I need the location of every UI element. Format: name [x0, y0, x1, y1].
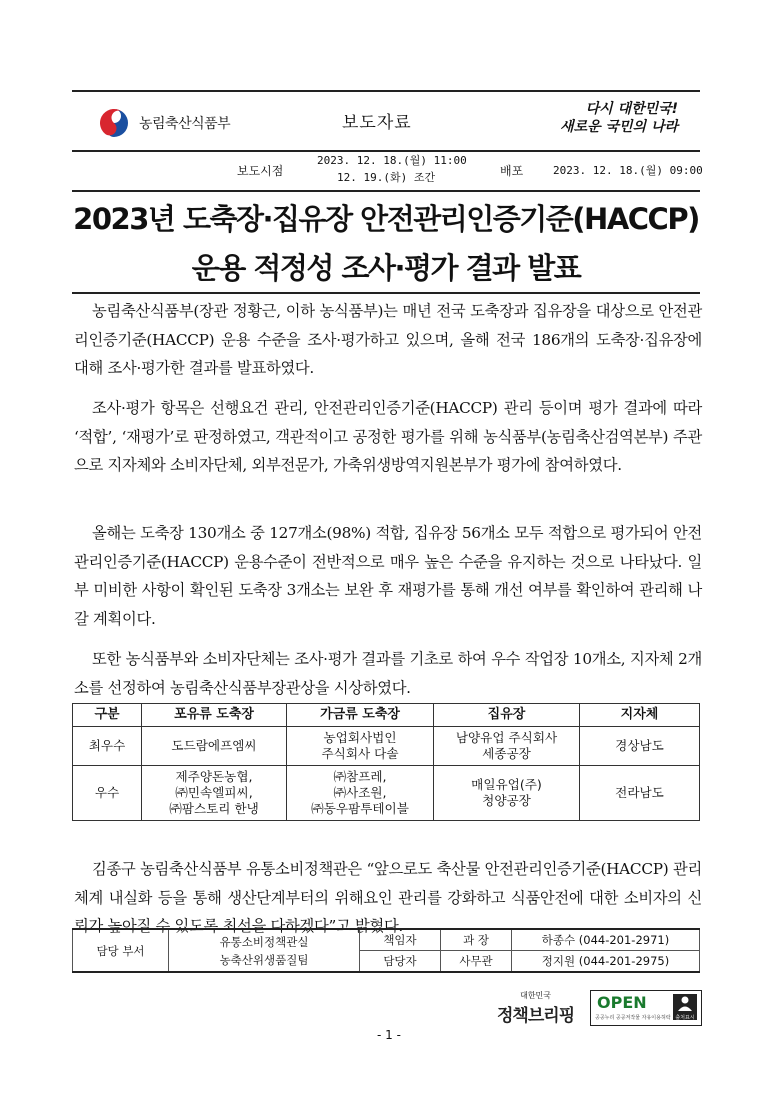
paragraph-5: 김종구 농림축산식품부 유통소비정책관은 “앞으로도 축산물 안전관리인증기준(HACCP) 관리 체계 내실화 등을 통해 생산단계부터의 위해요인 관리를 강화하고 식품안전에 대한 소비자의 신뢰가 높아질 수 있도록 최선을 다하겠다”고 밝혔다. [74, 860, 702, 936]
col-header: 가금류 도축장 [287, 704, 434, 727]
slogan [560, 100, 678, 136]
table-cell: 남양유업 주식회사 세종공장 [434, 727, 580, 766]
table-cell: 농업회사법인 주식회사 다솔 [287, 727, 434, 766]
role-responsible: 책임자 [360, 929, 441, 951]
attribution-badge-text: 출처표시 [675, 1015, 695, 1021]
attribution-badge-icon [673, 994, 697, 1020]
ministry-logo [97, 106, 230, 140]
taegeuk-emblem-icon [97, 106, 131, 140]
page-number: - 1 - [377, 1028, 401, 1042]
embargo-date-2: 12. 19.(화) 조간 [337, 171, 436, 184]
title-line-2: 운용 적정성 조사·평가 결과 발표 [191, 251, 581, 285]
table-cell: 경상남도 [580, 727, 700, 766]
header-bar [72, 90, 700, 152]
awards-table [72, 703, 700, 821]
paragraph-1: 농림축산식품부(장관 정황근, 이하 농식품부)는 매년 전국 도축장과 집유장을 대상으로 안전관리인증기준(HACCP) 운용 수준을 조사·평가하고 있으며, 올해 전국 186개의 도축장·집유장에 대해 조사·평가한 결과를 발표하였다. [74, 302, 702, 378]
paragraph-3: 올해는 도축장 130개소 중 127개소(98%) 적합, 집유장 56개소 모두 적합으로 평가되어 안전관리인증기준(HACCP) 운용수준이 전반적으로 매우 높은 수준을 유지하는 것으로 나타났다. 일부 미비한 사항이 확인된 도축장 3개소는 보완 후 재평가를 통해 개선 여부를 확인하여 관리해 나갈 계획이다. [74, 524, 702, 628]
col-header: 집유장 [434, 704, 580, 727]
distribution-date: 2023. 12. 18.(월) 09:00 [553, 164, 703, 177]
position-2: 사무관 [441, 951, 512, 973]
table-cell: ㈜참프레, ㈜사조원, ㈜동우팜투테이블 [287, 766, 434, 821]
table-cell: 우수 [73, 766, 142, 821]
dept-label: 담당 부서 [73, 929, 169, 972]
col-header: 지자체 [580, 704, 700, 727]
contact-row [73, 929, 700, 951]
distribution-label: 배포 [500, 164, 524, 178]
table-cell: 도드람에프엠씨 [142, 727, 287, 766]
doc-type-label: 보도자료 [342, 113, 412, 133]
embargo-date-1: 2023. 12. 18.(월) 11:00 [317, 154, 467, 167]
table-cell: 제주양돈농협, ㈜민속엘피씨, ㈜팜스토리 한냉 [142, 766, 287, 821]
table-row [73, 766, 700, 821]
ministry-name: 농림축산식품부 [139, 116, 231, 132]
col-header: 포유류 도축장 [142, 704, 287, 727]
briefing-small-text: 대한민국 [520, 991, 552, 1000]
table-cell: 전라남도 [580, 766, 700, 821]
table-cell: 매일유업(주) 청양공장 [434, 766, 580, 821]
paragraph-4: 또한 농식품부와 소비자단체는 조사·평가 결과를 기초로 하여 우수 작업장 10개소, 지자체 2개소를 선정하여 농림축산식품부장관상을 시상하였다. [74, 650, 702, 697]
contact-person-2: 정지원 (044-201-2975) [512, 951, 700, 973]
contact-person-1: 하종수 (044-201-2971) [512, 929, 700, 951]
open-text: OPEN [597, 993, 647, 1012]
title-line-1: 2023년 도축장·집유장 안전관리인증기준(HACCP) [73, 202, 699, 236]
dept-name-1: 유통소비정책관실 [219, 934, 309, 949]
slogan-line-1: 다시 대한민국! [585, 101, 678, 117]
col-header: 구분 [73, 704, 142, 727]
policy-briefing-logo [497, 990, 574, 1026]
awards-header-row [73, 704, 700, 727]
table-cell: 최우수 [73, 727, 142, 766]
contact-table [72, 928, 700, 973]
open-subtext: 공공누리 공공저작물 자유이용허락 [595, 1015, 671, 1021]
dept-names [169, 929, 360, 972]
kogl-open-logo [590, 990, 702, 1026]
paragraph-2: 조사·평가 항목은 선행요건 관리, 안전관리인증기준(HACCP) 관리 등이며 평가 결과에 따라 ‘적합’, ‘재평가’로 판정하였고, 객관적이고 공정한 평가를 위해 농식품부(농림축산검역본부) 주관으로 지자체와 소비자단체, 외부전문가, 가축위생방역지원본부가 평가에 참여하였다. [74, 399, 702, 475]
slogan-line-2: 새로운 국민의 나라 [560, 119, 678, 135]
title-box [72, 190, 700, 294]
table-row [73, 727, 700, 766]
position-1: 과 장 [441, 929, 512, 951]
embargo-label: 보도시점 [237, 164, 284, 178]
dept-name-2: 농축산위생품질팀 [219, 952, 309, 967]
role-contact: 담당자 [360, 951, 441, 973]
briefing-main-text: 정책브리핑 [497, 1006, 575, 1026]
